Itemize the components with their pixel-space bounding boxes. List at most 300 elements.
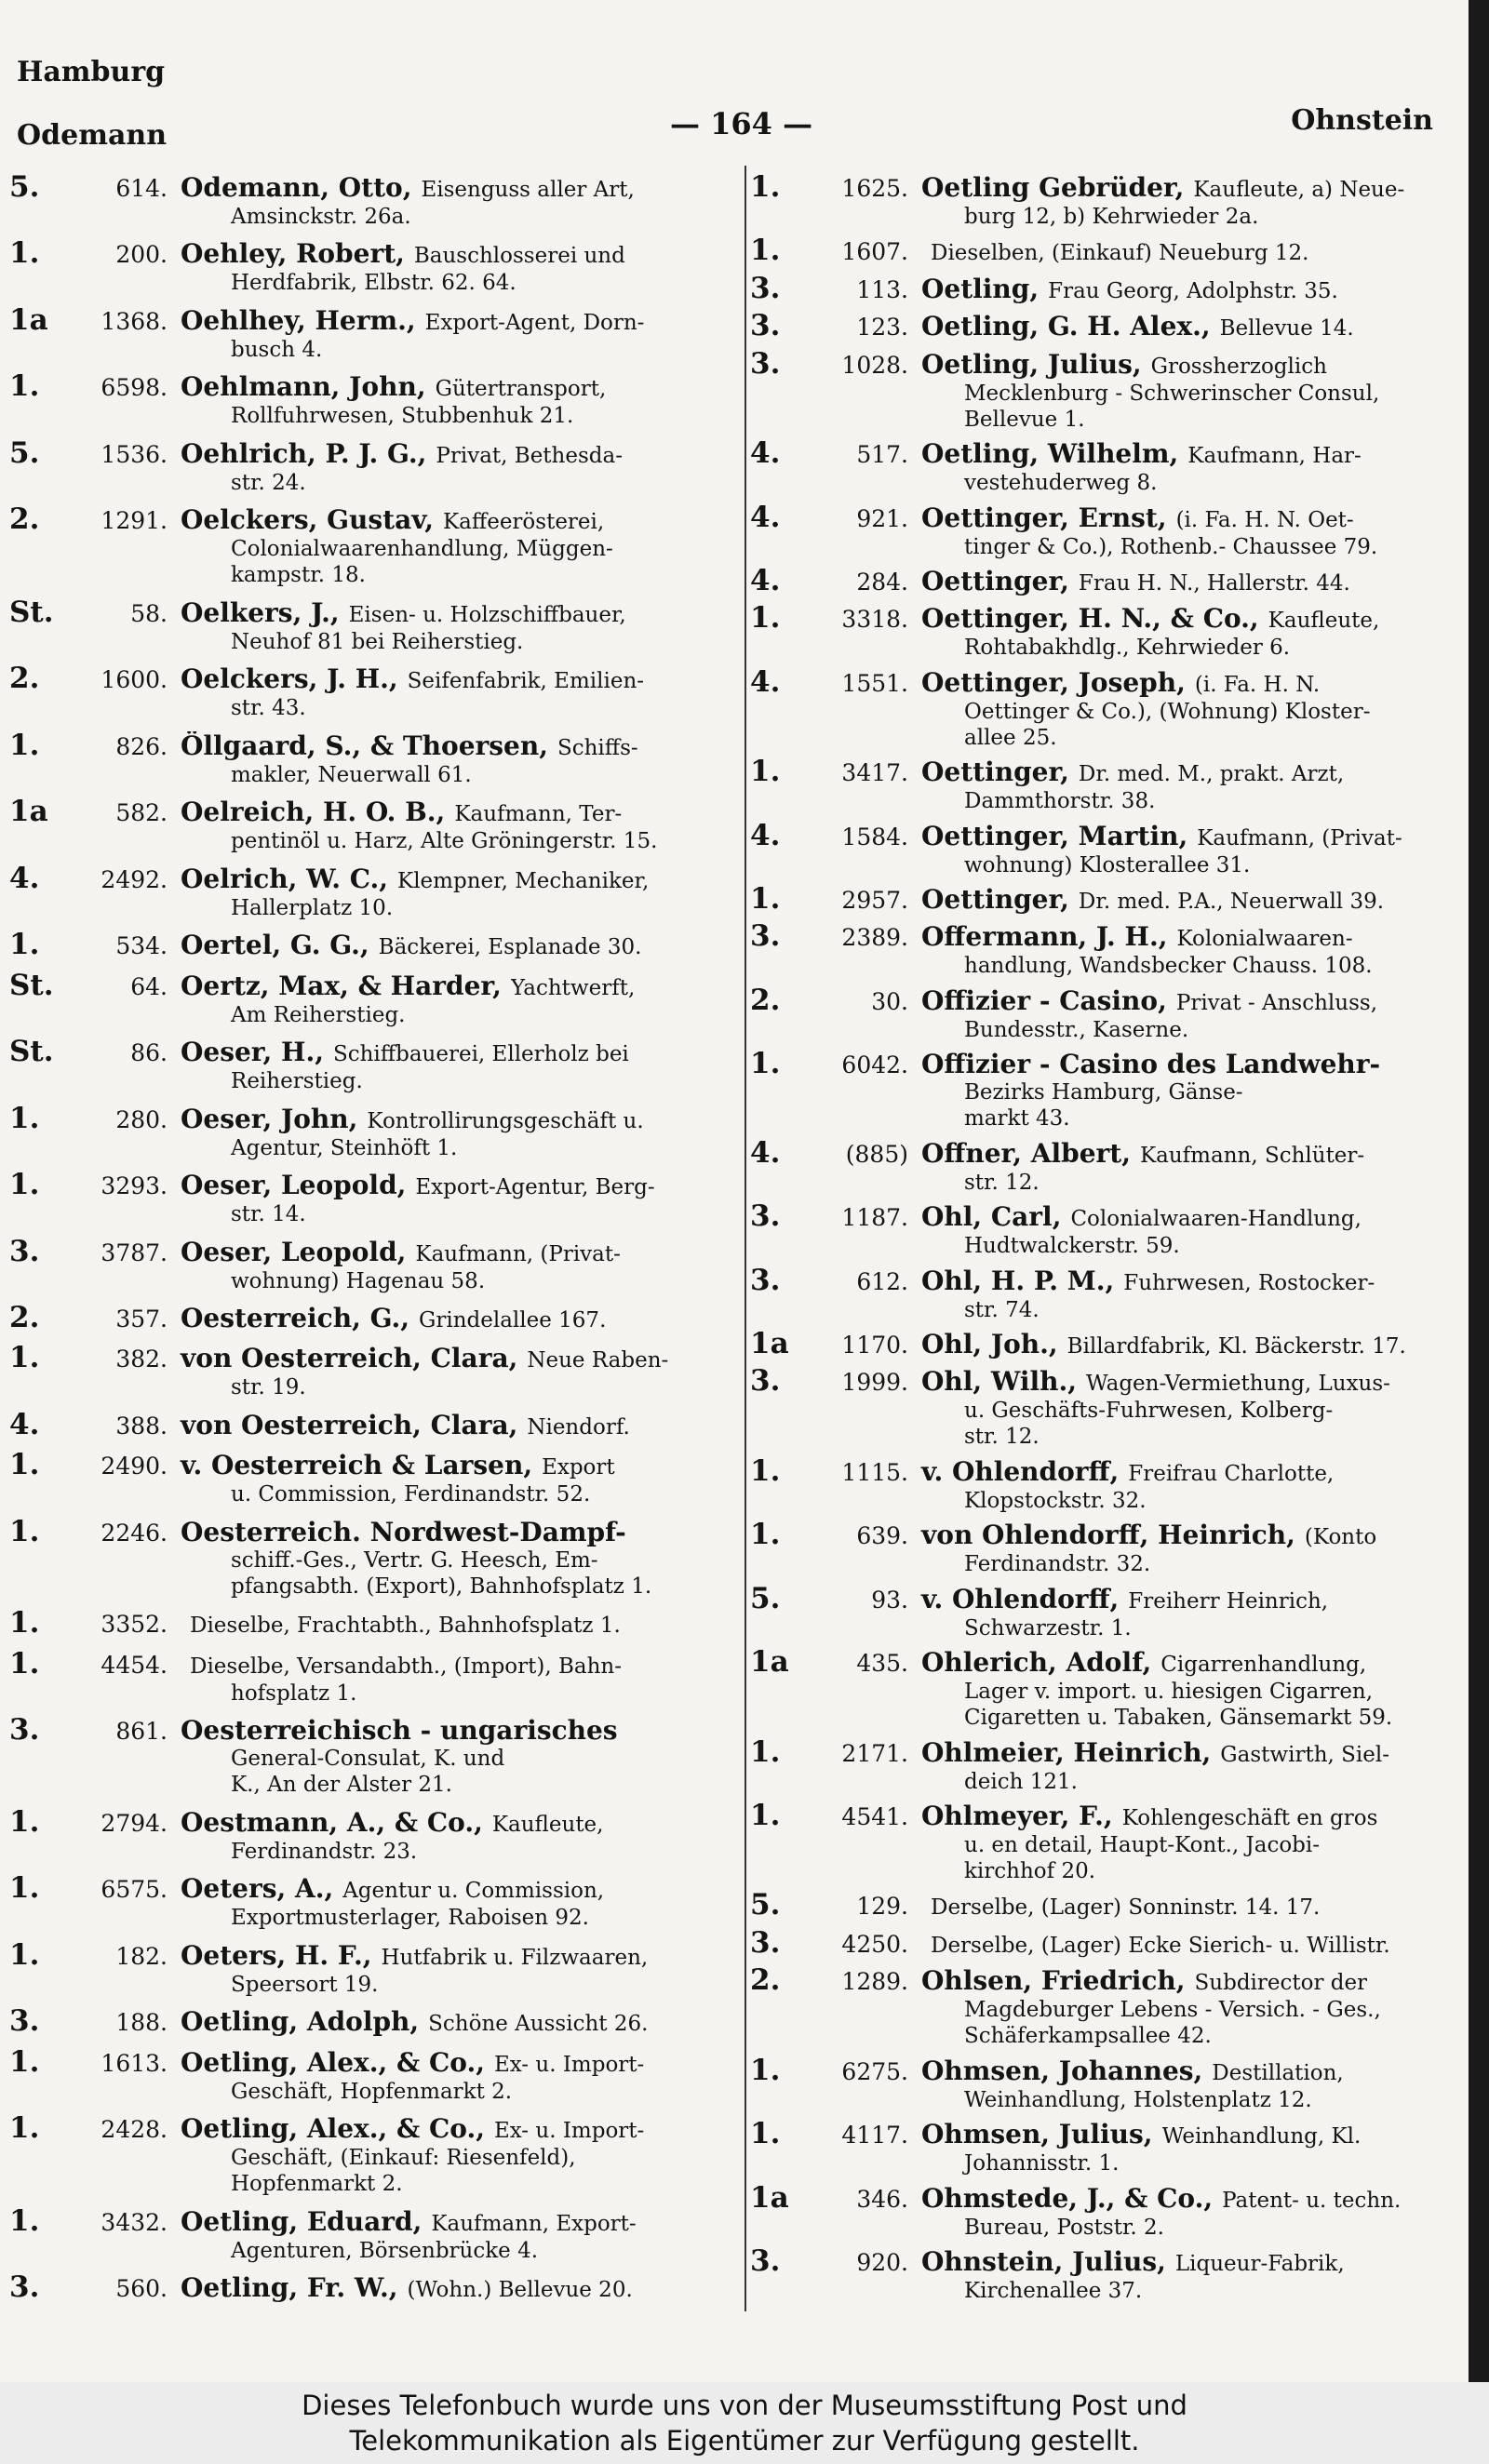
- entry-continuation: burg 12, b) Kehrwieder 2a.: [964, 205, 1259, 229]
- subscriber-name: Oesterreich. Nordwest-Dampf-: [181, 1517, 626, 1547]
- entry-continuation: Hudtwalckerstr. 59.: [964, 1234, 1180, 1259]
- district-code: 3.: [750, 1265, 781, 1297]
- district-code: 1.: [9, 372, 40, 404]
- directory-entry: [9, 2273, 726, 2304]
- district-code: 3.: [750, 349, 781, 381]
- phone-number: 2171.: [841, 1739, 908, 1767]
- directory-entry: [750, 1891, 1459, 1922]
- subscriber-name: Oertz, Max, & Harder,: [181, 971, 502, 1001]
- phone-number: 357.: [115, 1305, 168, 1332]
- subscriber-name: Ohlmeyer, F.,: [921, 1801, 1113, 1831]
- subscriber-name: Oettinger,: [921, 757, 1069, 788]
- entry-continuation: u. Geschäfts-Fuhrwesen, Kolberg-: [964, 1399, 1334, 1424]
- phone-number: 534.: [115, 932, 168, 960]
- entry-description: Ex- u. Import-: [493, 2052, 645, 2077]
- phone-number: 200.: [115, 241, 168, 269]
- subscriber-name: Ohmsen, Johannes,: [921, 2056, 1203, 2086]
- entry-continuation: kampstr. 18.: [231, 563, 366, 588]
- subscriber-name: Oelckers, Gustav,: [181, 505, 434, 536]
- phone-number: 1289.: [841, 1968, 908, 1996]
- district-code: 4.: [750, 1138, 781, 1170]
- directory-entry: [9, 1650, 726, 1707]
- phone-number: 3318.: [841, 606, 908, 634]
- phone-number: 1999.: [841, 1369, 908, 1397]
- district-code: St.: [9, 597, 54, 629]
- subscriber-name: Oertel, G. G.,: [181, 931, 369, 961]
- phone-number: 6575.: [101, 1876, 168, 1904]
- district-code: 2.: [750, 1966, 781, 1998]
- subscriber-name: Oettinger,: [921, 566, 1069, 596]
- entry-description: Eisenguss aller Art,: [421, 178, 635, 202]
- entry-description: Kaufmann, (Privat-: [415, 1241, 621, 1266]
- entry-continuation: str. 12.: [964, 1170, 1040, 1195]
- entry-continuation: schiff.-Ges., Vertr. G. Heesch, Em-: [231, 1547, 598, 1573]
- phone-number: 435.: [856, 1650, 908, 1678]
- entry-description: Cigarrenhandlung,: [1160, 1653, 1367, 1678]
- directory-entry: [750, 312, 1459, 342]
- entry-continuation: Geschäft, Hopfenmarkt 2.: [231, 2079, 513, 2104]
- entry-description: Ex- u. Import-: [493, 2119, 645, 2144]
- subscriber-name: Oetling, Fr. W.,: [181, 2273, 398, 2303]
- entry-continuation: Reiherstieg.: [231, 1069, 363, 1094]
- phone-number: 3432.: [101, 2208, 168, 2236]
- entry-continuation: Bundesstr., Kaserne.: [964, 1017, 1189, 1042]
- subscriber-name: Oeser, John,: [181, 1104, 358, 1134]
- entry-description: Schöne Aussicht 26.: [428, 2012, 649, 2037]
- directory-entry: [9, 1171, 726, 1227]
- directory-entry: [750, 1738, 1459, 1795]
- phone-number: 826.: [115, 732, 168, 760]
- phone-number: 4117.: [841, 2122, 908, 2149]
- directory-entry: [750, 922, 1459, 979]
- subscriber-name: Oelrich, W. C.,: [181, 864, 389, 894]
- entry-description: Kaufmann, Export-: [431, 2211, 637, 2236]
- phone-number: 1600.: [101, 666, 168, 694]
- directory-entry: [9, 2048, 726, 2105]
- phone-number: 2246.: [101, 1519, 168, 1547]
- phone-number: 3352.: [101, 1611, 168, 1639]
- directory-entry: [9, 306, 726, 363]
- district-code: 1a: [9, 305, 48, 337]
- entry-continuation: K., An der Alster 21.: [231, 1773, 452, 1798]
- header-right-keyword: Ohnstein: [1291, 104, 1433, 137]
- phone-number: 382.: [115, 1346, 168, 1373]
- directory-entry: [750, 2056, 1459, 2113]
- district-code: 1.: [750, 1737, 781, 1769]
- phone-number: 4250.: [841, 1930, 908, 1958]
- directory-entry: [9, 1808, 726, 1865]
- subscriber-name: v. Oesterreich & Larsen,: [181, 1451, 533, 1481]
- entry-description: Grossherzoglich: [1150, 354, 1327, 379]
- phone-number: 2428.: [101, 2116, 168, 2144]
- subscriber-name: Oettinger,: [921, 885, 1069, 916]
- directory-entry: [9, 2007, 726, 2038]
- entry-description: Hutfabrik u. Filzwaaren,: [381, 1945, 649, 1970]
- district-code: 3.: [750, 312, 781, 343]
- entry-continuation: Agentur, Steinhöft 1.: [231, 1135, 458, 1160]
- entry-continuation: Neuhof 81 bei Reiherstieg.: [231, 629, 524, 654]
- entry-continuation: str. 24.: [231, 470, 306, 495]
- district-code: 4.: [750, 667, 781, 699]
- directory-entry: [9, 372, 726, 429]
- subscriber-name: Oelkers, J.,: [181, 597, 340, 628]
- subscriber-name: Offizier - Casino,: [921, 985, 1167, 1016]
- phone-number: 64.: [130, 972, 168, 1000]
- subscriber-name: Oeters, A.,: [181, 1874, 334, 1905]
- phone-number: 1115.: [841, 1458, 908, 1486]
- directory-entry: [750, 236, 1459, 267]
- subscriber-name: Ohl, Joh.,: [921, 1330, 1058, 1360]
- subscriber-name: Ohlerich, Adolf,: [921, 1648, 1152, 1679]
- district-code: 1.: [9, 2114, 40, 2146]
- page-number: — 164 —: [670, 106, 813, 141]
- phone-number: 182.: [115, 1942, 168, 1970]
- phone-number: 188.: [115, 2009, 168, 2037]
- district-code: 5.: [9, 173, 40, 204]
- entry-continuation: Speersort 19.: [231, 1972, 379, 1997]
- subscriber-name: Oetling, Alex., & Co.,: [181, 2114, 485, 2145]
- directory-entry: [9, 864, 726, 921]
- entry-description: Kolonialwaaren-: [1176, 927, 1353, 952]
- subscriber-name: Odemann, Otto,: [181, 173, 412, 203]
- subscriber-name: Oettinger, Joseph,: [921, 667, 1186, 698]
- subscriber-name: Ohl, Wilh.,: [921, 1367, 1077, 1398]
- footer-notice: [0, 2382, 1489, 2464]
- entry-description: Kaufleute,: [1268, 609, 1380, 634]
- phone-number: 582.: [115, 799, 168, 827]
- entry-description: Liqueur-Fabrik,: [1174, 2251, 1345, 2276]
- phone-number: 86.: [130, 1039, 168, 1067]
- district-code: 1.: [750, 1050, 781, 1080]
- phone-number: 3787.: [101, 1239, 168, 1266]
- entry-description: Export-Agent, Dorn-: [424, 310, 645, 335]
- entry-continuation: Hopfenmarkt 2.: [231, 2172, 403, 2197]
- subscriber-name: Oeser, Leopold,: [181, 1171, 407, 1201]
- header-city: Hamburg: [17, 56, 166, 88]
- entry-description: Bellevue 14.: [1219, 316, 1354, 341]
- entry-description: Niendorf.: [527, 1414, 630, 1440]
- district-code: 3.: [750, 1928, 781, 1960]
- entry-description: Gütertransport,: [435, 377, 607, 402]
- entry-continuation: tinger & Co.), Rothenb.- Chaussee 79.: [964, 534, 1378, 559]
- entry-continuation: Bezirks Hamburg, Gänse-: [964, 1080, 1243, 1105]
- subscriber-name: Ohl, H. P. M.,: [921, 1265, 1115, 1296]
- district-code: 1.: [9, 2206, 40, 2238]
- district-code: 3.: [9, 2273, 40, 2304]
- district-code: 1.: [9, 1104, 40, 1135]
- directory-entry: [9, 971, 726, 1028]
- directory-entry: [750, 350, 1459, 433]
- phone-number: 93.: [871, 1586, 908, 1614]
- district-code: 1.: [750, 885, 781, 917]
- district-code: 2.: [9, 505, 40, 537]
- subscriber-name: Offizier - Casino des Landwehr-: [921, 1050, 1381, 1080]
- phone-number: 1551.: [841, 669, 908, 697]
- entry-continuation: Rohtabakhdlg., Kehrwieder 6.: [964, 636, 1291, 661]
- entry-description: Kaufleute,: [491, 1812, 604, 1837]
- phone-number: 30.: [871, 987, 908, 1015]
- subscriber-name: Ohl, Carl,: [921, 1202, 1062, 1233]
- entry-continuation: makler, Neuerwall 61.: [231, 762, 472, 787]
- entry-continuation: Exportmusterlager, Raboisen 92.: [231, 1906, 589, 1931]
- entry-continuation: Ferdinandstr. 32.: [964, 1552, 1151, 1577]
- entry-continuation: deich 121.: [964, 1769, 1078, 1794]
- entry-continuation: Weinhandlung, Holstenplatz 12.: [964, 2087, 1312, 2112]
- entry-continuation: markt 43.: [964, 1106, 1070, 1132]
- entry-description: Yachtwerft,: [510, 975, 636, 1000]
- phone-number: 4454.: [101, 1651, 168, 1679]
- entry-description: Bäckerei, Esplanade 30.: [378, 935, 642, 960]
- subscriber-name: Ohmstede, J., & Co.,: [921, 2183, 1214, 2214]
- district-code: 3.: [750, 2246, 781, 2278]
- entry-continuation: Lager v. import. u. hiesigen Cigarren,: [964, 1680, 1374, 1705]
- phone-number: 1584.: [841, 823, 908, 850]
- phone-number: 280.: [115, 1105, 168, 1133]
- directory-entry: [750, 604, 1459, 661]
- subscriber-name: Oesterreich, G.,: [181, 1303, 409, 1333]
- entry-description: Privat, Bethesda-: [436, 443, 623, 468]
- district-code: 5.: [750, 1584, 781, 1615]
- entry-continuation: wohnung) Klosterallee 31.: [964, 852, 1251, 877]
- subscriber-name: Oetling, Adolph,: [181, 2007, 420, 2038]
- directory-entry: [750, 1801, 1459, 1884]
- subscriber-name: von Ohlendorff, Heinrich,: [921, 1520, 1295, 1551]
- subscriber-name: Oeters, H. F.,: [181, 1940, 372, 1971]
- entry-description: Kaufleute, a) Neue-: [1193, 178, 1405, 202]
- district-code: 1a: [750, 2183, 789, 2215]
- subscriber-name: Oehlrich, P. J. G.,: [181, 438, 427, 469]
- district-code: 3.: [9, 1716, 40, 1747]
- header-left-keyword: Odemann: [17, 119, 168, 152]
- phone-number: 3293.: [101, 1172, 168, 1200]
- directory-entry: [9, 505, 726, 588]
- phone-number: 2490.: [101, 1453, 168, 1480]
- entry-description: Privat - Anschluss,: [1175, 990, 1378, 1015]
- directory-entry: [750, 2120, 1459, 2176]
- phone-number: 1613.: [101, 2049, 168, 2077]
- subscriber-name: Oetling,: [921, 274, 1040, 304]
- phone-number: 612.: [856, 1267, 908, 1295]
- entry-description: Fuhrwesen, Rostocker-: [1123, 1270, 1375, 1295]
- district-code: 4.: [9, 1410, 40, 1441]
- phone-number: 123.: [856, 314, 908, 341]
- district-code: 1.: [750, 2056, 781, 2087]
- phone-number: 1607.: [841, 238, 908, 266]
- entry-description: Agentur u. Commission,: [342, 1879, 605, 1904]
- directory-entry: [750, 1266, 1459, 1323]
- directory-entry: [9, 439, 726, 496]
- entry-continuation: Bureau, Poststr. 2.: [964, 2215, 1164, 2240]
- subscriber-name: Oeser, Leopold,: [181, 1237, 407, 1267]
- entry-description: Kaffeerösterei,: [442, 510, 605, 535]
- entry-description: Export-Agentur, Berg-: [415, 1175, 655, 1200]
- phone-number: 3417.: [841, 759, 908, 787]
- entry-continuation: Schwarzestr. 1.: [964, 1615, 1132, 1640]
- directory-entry: [750, 1367, 1459, 1450]
- entry-continuation: vestehuderweg 8.: [964, 471, 1158, 496]
- phone-number: 1368.: [101, 307, 168, 335]
- entry-continuation: pentinöl u. Harz, Alte Gröningerstr. 15.: [231, 829, 658, 854]
- entry-continuation: u. Commission, Ferdinandstr. 52.: [231, 1482, 591, 1507]
- directory-entry: [750, 173, 1459, 230]
- entry-description: Patent- u. techn.: [1222, 2188, 1402, 2213]
- directory-entry: [9, 173, 726, 230]
- entry-description: Kaufmann, (Privat-: [1197, 825, 1402, 850]
- directory-entry: [750, 2184, 1459, 2241]
- right-column: [750, 173, 1459, 2304]
- entry-description: (Konto: [1304, 1525, 1377, 1550]
- directory-entry: [750, 1330, 1459, 1360]
- directory-entry: [9, 1609, 726, 1640]
- entry-description: (i. Fa. H. N. Oet-: [1175, 507, 1354, 532]
- entry-description: (Wohn.) Bellevue 20.: [407, 2278, 633, 2302]
- phone-number: 1028.: [841, 351, 908, 379]
- district-code: 1.: [750, 1456, 781, 1488]
- entry-continuation: Ferdinandstr. 23.: [231, 1839, 418, 1864]
- district-code: 1.: [750, 604, 781, 636]
- entry-description: Derselbe, (Lager) Ecke Sierich- u. Willistr.: [931, 1933, 1390, 1958]
- directory-entry: [750, 1139, 1459, 1196]
- entry-description: Schiffbauerei, Ellerholz bei: [332, 1042, 629, 1067]
- entry-description: Wagen-Vermiethung, Luxus-: [1085, 1372, 1390, 1397]
- directory-entry: [750, 567, 1459, 597]
- phone-number: 4541.: [841, 1802, 908, 1830]
- district-code: 5.: [9, 438, 40, 470]
- entry-continuation: General-Consulat, K. und: [231, 1747, 505, 1772]
- district-code: 3.: [750, 922, 781, 954]
- subscriber-name: v. Ohlendorff,: [921, 1456, 1120, 1487]
- directory-entry: [750, 1520, 1459, 1577]
- entry-description: Klempner, Mechaniker,: [397, 868, 650, 893]
- directory-entry: [9, 239, 726, 296]
- directory-entry: [9, 1304, 726, 1334]
- district-code: 4.: [750, 566, 781, 597]
- district-code: 1.: [9, 2047, 40, 2079]
- subscriber-name: Ohlsen, Friedrich,: [921, 1966, 1186, 1997]
- entry-description: Derselbe, (Lager) Sonninstr. 14. 17.: [931, 1895, 1321, 1921]
- phone-number: 284.: [856, 568, 908, 596]
- entry-continuation: hofsplatz 1.: [231, 1681, 357, 1706]
- directory-entry: [9, 1238, 726, 1294]
- entry-description: Seifenfabrik, Emilien-: [407, 669, 645, 694]
- entry-description: Eisen- u. Holzschiffbauer,: [348, 602, 626, 627]
- district-code: 3.: [750, 1367, 781, 1399]
- footer-line-2: Telekommunikation als Eigentümer zur Verfügung gestellt.: [349, 2425, 1140, 2457]
- phone-number: 920.: [856, 2248, 908, 2276]
- district-code: 1a: [750, 1330, 789, 1361]
- entry-description: Kaufmann, Ter-: [454, 802, 623, 827]
- district-code: 1.: [750, 1801, 781, 1832]
- phone-number: 113.: [856, 275, 908, 303]
- entry-description: Kontrollirungsgeschäft u.: [367, 1108, 644, 1133]
- phone-number: (885): [845, 1140, 908, 1168]
- district-code: 1.: [9, 1344, 40, 1375]
- directory-entry: [750, 439, 1459, 496]
- phone-number: 1536.: [101, 440, 168, 468]
- directory-entry: [9, 1716, 726, 1798]
- directory-entry: [9, 1874, 726, 1931]
- directory-entry: [750, 1457, 1459, 1514]
- subscriber-name: Ohmsen, Julius,: [921, 2120, 1153, 2150]
- subscriber-name: Oehlhey, Herm.,: [181, 305, 416, 336]
- subscriber-name: Öllgaard, S., & Thoersen,: [181, 730, 548, 761]
- entry-continuation: str. 74.: [964, 1297, 1040, 1322]
- entry-continuation: Schäferkampsallee 42.: [964, 2024, 1212, 2049]
- directory-entry: [9, 2114, 726, 2197]
- entry-continuation: Cigaretten u. Tabaken, Gänsemarkt 59.: [964, 1706, 1393, 1731]
- phone-number: 1625.: [841, 175, 908, 202]
- district-code: 1.: [9, 1649, 40, 1681]
- entry-continuation: Agenturen, Börsenbrücke 4.: [231, 2238, 539, 2263]
- district-code: 1.: [9, 239, 40, 271]
- phone-number: 1291.: [101, 507, 168, 535]
- directory-entry: [750, 503, 1459, 560]
- phone-number: 639.: [856, 1522, 908, 1550]
- district-code: 3.: [750, 1202, 781, 1234]
- directory-entry: [9, 1038, 726, 1094]
- entry-continuation: Colonialwaarenhandlung, Müggen-: [231, 537, 613, 562]
- directory-entry: [750, 668, 1459, 751]
- subscriber-name: Oehley, Robert,: [181, 239, 405, 270]
- subscriber-name: Oetling Gebrüder,: [921, 173, 1185, 203]
- phone-number: 6042.: [841, 1051, 908, 1079]
- entry-description: Subdirector der: [1194, 1971, 1368, 1996]
- subscriber-name: v. Ohlendorff,: [921, 1584, 1120, 1614]
- entry-continuation: Oettinger & Co.), (Wohnung) Kloster-: [964, 699, 1371, 724]
- phone-number: 861.: [115, 1718, 168, 1746]
- phone-number: 346.: [856, 2185, 908, 2213]
- entry-continuation: Kirchenallee 37.: [964, 2278, 1143, 2303]
- entry-continuation: Bellevue 1.: [964, 407, 1085, 432]
- subscriber-name: Offermann, J. H.,: [921, 922, 1168, 953]
- entry-continuation: Am Reiherstieg.: [231, 1002, 406, 1027]
- directory-entry: [9, 931, 726, 961]
- district-code: 4.: [750, 439, 781, 471]
- entry-description: Gastwirth, Siel-: [1220, 1742, 1389, 1767]
- entry-description: Destillation,: [1212, 2060, 1344, 2085]
- directory-entry: [9, 1518, 726, 1600]
- entry-continuation: str. 14.: [231, 1202, 306, 1227]
- entry-continuation: Amsinckstr. 26a.: [231, 205, 411, 229]
- district-code: 4.: [750, 502, 781, 534]
- district-code: 1a: [9, 797, 48, 829]
- district-code: 1.: [750, 2120, 781, 2151]
- entry-description: Billardfabrik, Kl. Bäckerstr. 17.: [1066, 1334, 1406, 1359]
- entry-continuation: Klopstockstr. 32.: [964, 1488, 1147, 1513]
- directory-entry: [9, 1411, 726, 1441]
- district-code: 5.: [750, 1891, 781, 1922]
- district-code: 2.: [9, 1303, 40, 1334]
- directory-entry: [9, 797, 726, 854]
- entry-description: Kaufmann, Schlüter-: [1139, 1143, 1365, 1168]
- footer-line-1: Dieses Telefonbuch wurde uns von der Museumsstiftung Post und: [302, 2390, 1187, 2421]
- entry-continuation: Johannisstr. 1.: [964, 2151, 1120, 2176]
- subscriber-name: Oetling, Julius,: [921, 349, 1142, 380]
- phone-number: 129.: [856, 1893, 908, 1921]
- subscriber-name: Oetling, Wilhelm,: [921, 439, 1179, 470]
- district-code: 2.: [750, 985, 781, 1017]
- phone-number: 560.: [115, 2275, 168, 2302]
- entry-description: Colonialwaaren-Handlung,: [1070, 1207, 1362, 1232]
- entry-continuation: str. 19.: [231, 1375, 306, 1400]
- subscriber-name: Oettinger, Ernst,: [921, 502, 1167, 533]
- phone-number: 1187.: [841, 1204, 908, 1232]
- phone-number: 614.: [115, 175, 168, 202]
- entry-continuation: Geschäft, (Einkauf: Riesenfeld),: [231, 2146, 576, 2171]
- district-code: 2.: [9, 664, 40, 696]
- entry-description: Dieselbe, Frachtabth., Bahnhofsplatz 1.: [190, 1614, 621, 1639]
- subscriber-name: Oehlmann, John,: [181, 372, 426, 403]
